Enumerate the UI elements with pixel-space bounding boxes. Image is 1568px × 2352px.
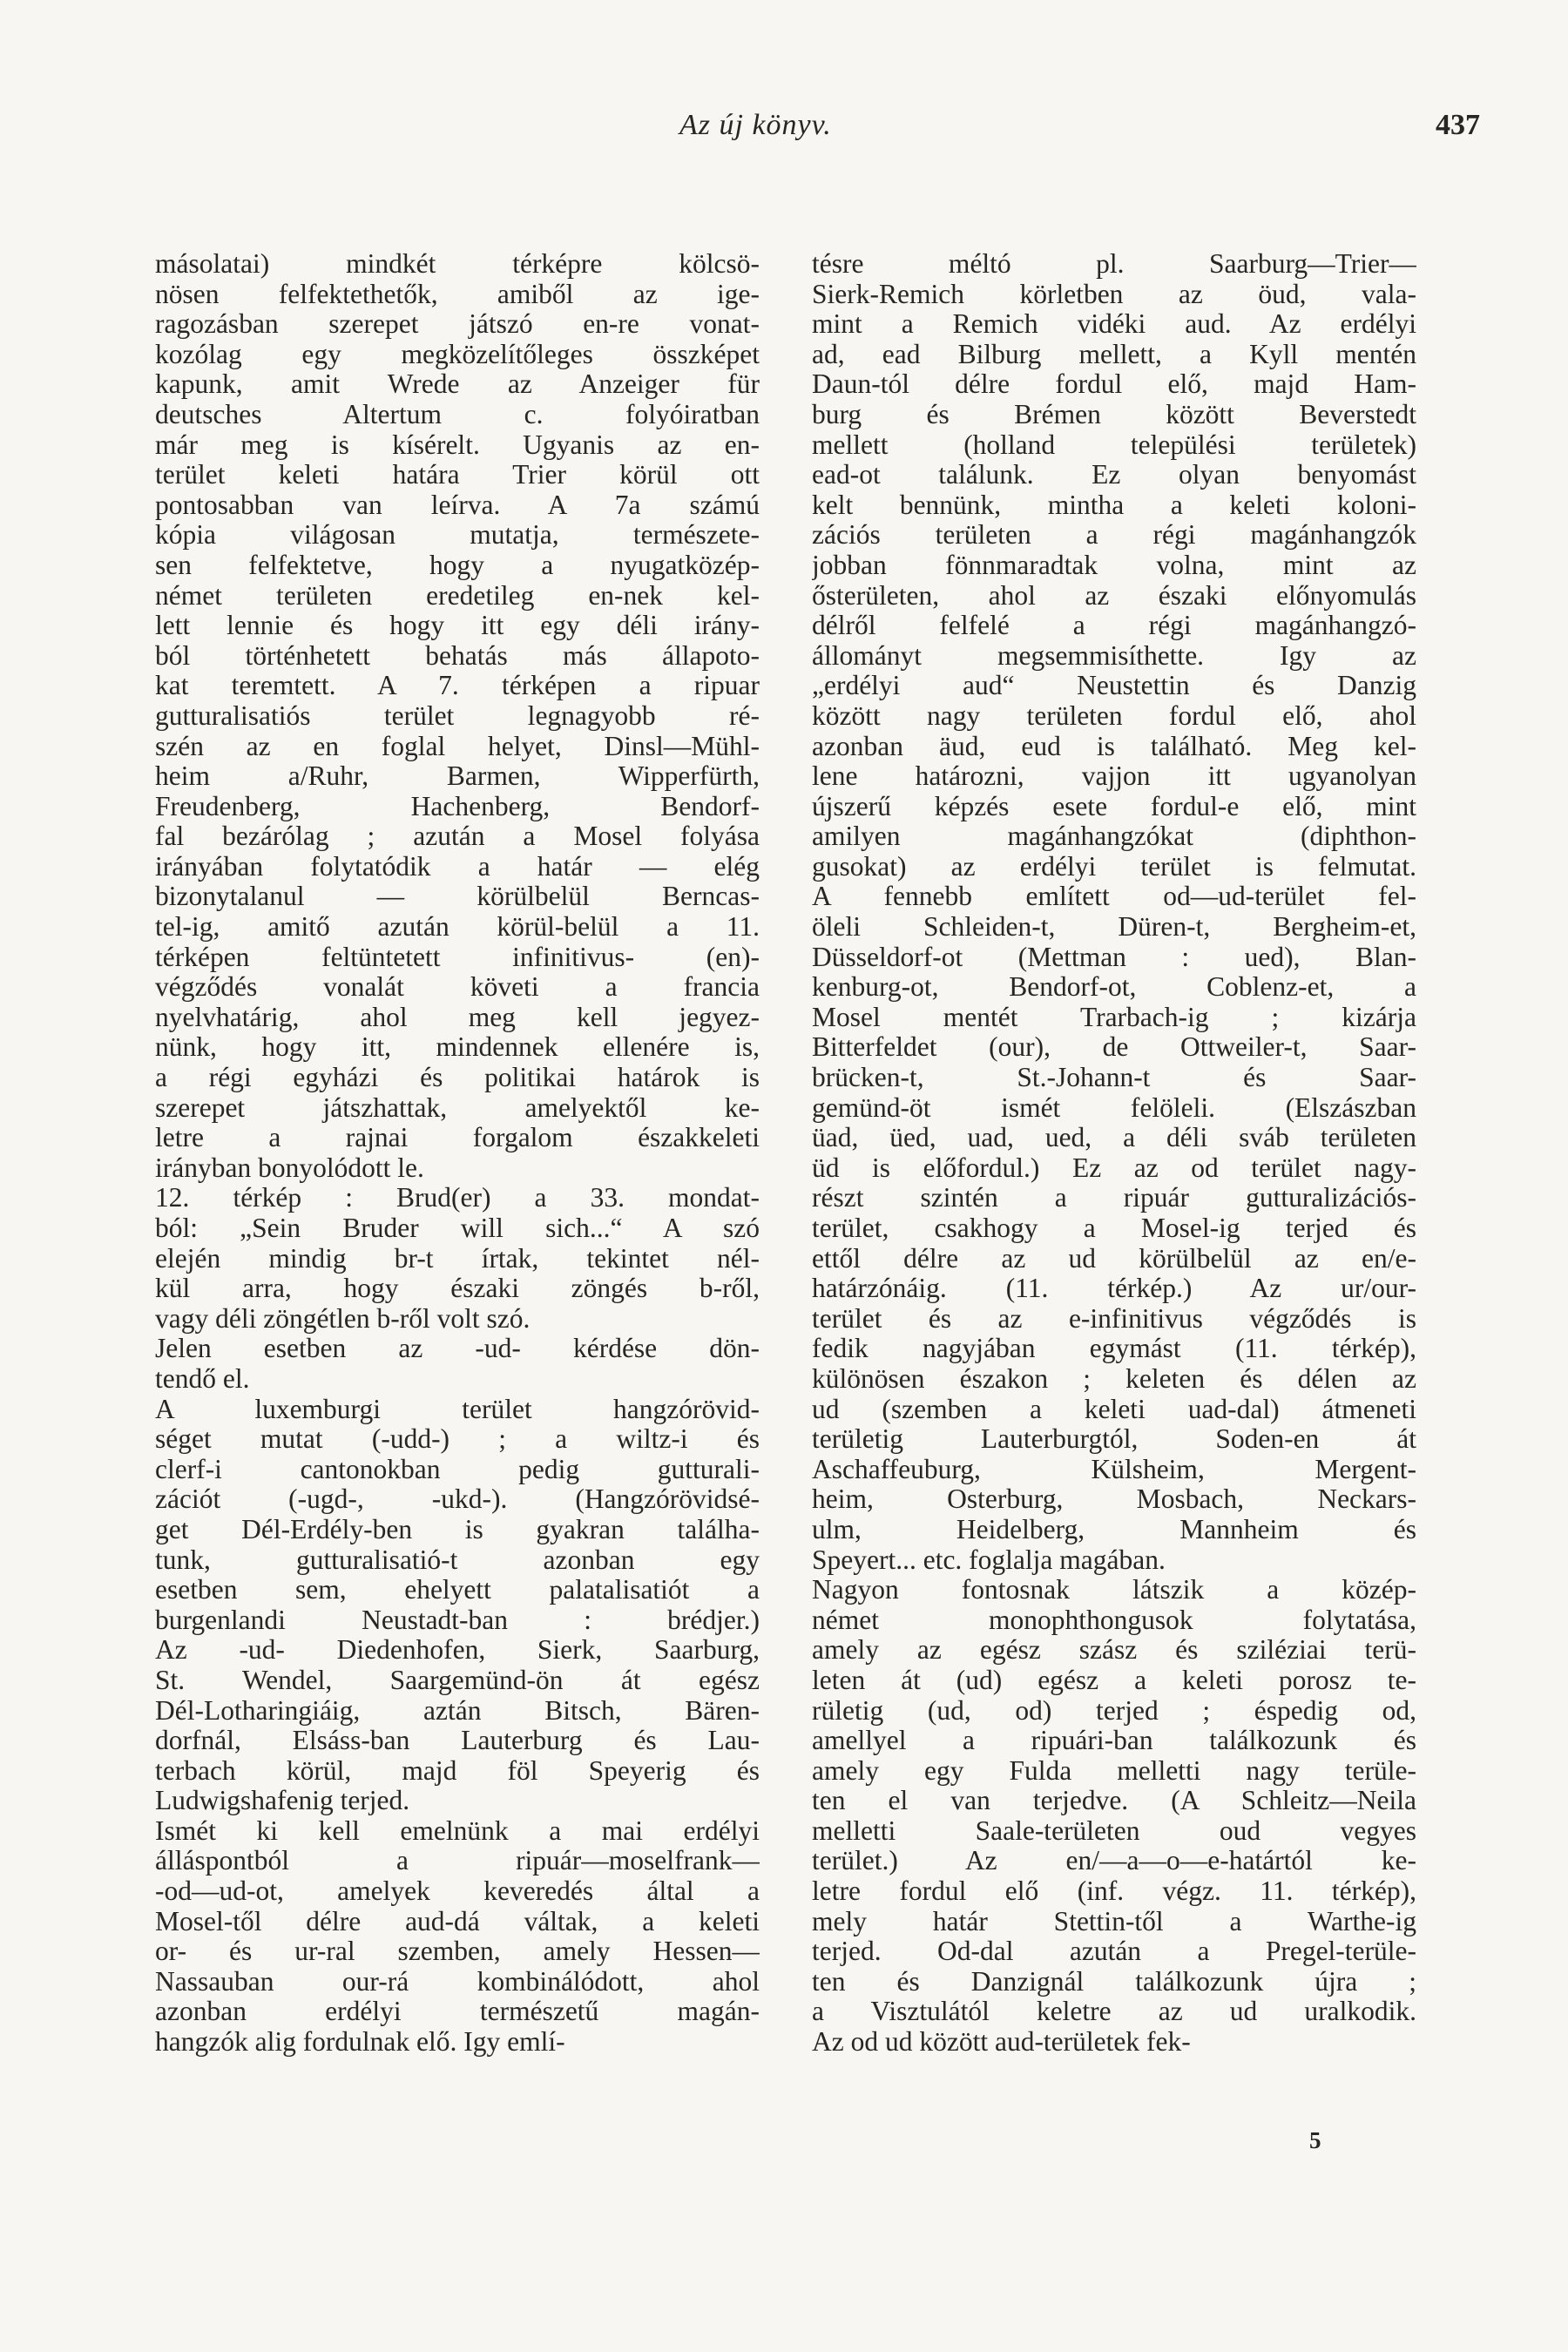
text-line: német területen eredetileg en-nek kel- bbox=[155, 580, 760, 611]
text-line: Bitterfeldet (our), de Ottweiler-t, Saar- bbox=[812, 1032, 1416, 1063]
text-line: mely határ Stettin-től a Warthe-ig bbox=[812, 1906, 1416, 1936]
text-line: leten át (ud) egész a keleti porosz te- bbox=[812, 1665, 1416, 1695]
text-line: már meg is kísérelt. Ugyanis az en- bbox=[155, 429, 760, 460]
text-line: tendő el. bbox=[155, 1362, 250, 1394]
text-line: azonban erdélyi természetű magán- bbox=[155, 1997, 760, 2027]
text-line: clerf-i cantonokban pedig gutturali- bbox=[155, 1454, 760, 1484]
text-line: tunk, gutturalisatió-t azonban egy bbox=[155, 1544, 760, 1575]
text-line: „erdélyi aud“ Neustettin és Danzig bbox=[812, 671, 1416, 701]
text-line: Nagyon fontosnak látszik a közép- bbox=[812, 1575, 1416, 1605]
text-line: zációt (-ugd-, -ukd-). (Hangzórövidsé- bbox=[155, 1484, 760, 1515]
text-line: burgenlandi Neustadt-ban : brédjer.) bbox=[155, 1605, 760, 1635]
text-line: között nagy területen fordul elő, ahol bbox=[812, 700, 1416, 731]
text-line: séget mutat (-udd-) ; a wiltz-i és bbox=[155, 1424, 760, 1455]
text-line: ból: „Sein Bruder will sich...“ A szó bbox=[155, 1213, 760, 1243]
text-line: öleli Schleiden-t, Düren-t, Bergheim-et, bbox=[812, 912, 1416, 943]
text-line: terület.) Az en/—a—o—e-határtól ke- bbox=[812, 1846, 1416, 1876]
text-line: nünk, hogy itt, mindennek ellenére is, bbox=[155, 1032, 760, 1063]
text-line: irányában folytatódik a határ — elég bbox=[155, 851, 760, 882]
running-title: Az új könyv. bbox=[679, 109, 832, 141]
text-line: irányban bonyolódott le. bbox=[155, 1152, 424, 1183]
text-line: Sierk-Remich körletben az öud, vala- bbox=[812, 279, 1416, 309]
signature-mark: 5 bbox=[1309, 2127, 1321, 2153]
text-line: gutturalisatiós terület legnagyobb ré- bbox=[155, 700, 760, 731]
text-line: Mosel mentét Trarbach-ig ; kizárja bbox=[812, 1002, 1416, 1032]
text-line: 12. térkép : Brud(er) a 33. mondat- bbox=[155, 1183, 760, 1213]
text-line: kenburg-ot, Bendorf-ot, Coblenz-et, a bbox=[812, 972, 1416, 1003]
text-line: állományt megsemmisíthette. Igy az bbox=[812, 640, 1416, 671]
text-line: letre fordul elő (inf. végz. 11. térkép), bbox=[812, 1876, 1416, 1907]
text-line: a régi egyházi és politikai határok is bbox=[155, 1063, 760, 1093]
text-line: a Visztulától keletre az ud uralkodik. bbox=[812, 1997, 1416, 2027]
text-line: lett lennie és hogy itt egy déli irány- bbox=[155, 611, 760, 641]
text-line: német monophthongusok folytatása, bbox=[812, 1605, 1416, 1635]
text-line: Ismét ki kell emelnünk a mai erdélyi bbox=[155, 1815, 760, 1846]
text-line: vagy déli zöngétlen b-ről volt szó. bbox=[155, 1302, 531, 1334]
text-line: A luxemburgi terület hangzórövid- bbox=[155, 1394, 760, 1424]
text-line: Mosel-től délre aud-dá váltak, a keleti bbox=[155, 1906, 760, 1936]
text-line: amely az egész szász és sziléziai terü- bbox=[812, 1635, 1416, 1666]
text-line: bizonytalanul — körülbelül Berncas- bbox=[155, 882, 760, 912]
text-line: ten és Danzignál találkozunk újra ; bbox=[812, 1966, 1416, 1997]
text-line: délről felfelé a régi magánhangzó- bbox=[812, 611, 1416, 641]
text-line: területig Lauterburgtól, Soden-en át bbox=[812, 1424, 1416, 1455]
text-line: szerepet játszhattak, amelyektől ke- bbox=[155, 1092, 760, 1123]
text-line: hangzók alig fordulnak elő. Igy emlí- bbox=[155, 2026, 565, 2058]
text-line: terület keleti határa Trier körül ott bbox=[155, 460, 760, 490]
text-line: heim a/Ruhr, Barmen, Wipperfürth, bbox=[155, 761, 760, 792]
text-line: nösen felfektethetők, amiből az ige- bbox=[155, 279, 760, 309]
text-line: szén az en foglal helyet, Dinsl—Mühl- bbox=[155, 731, 760, 761]
text-line: kat teremtett. A 7. térképen a ripuar bbox=[155, 671, 760, 701]
text-line: pontosabban van leírva. A 7a számú bbox=[155, 490, 760, 520]
text-line: kül arra, hogy északi zöngés b-ről, bbox=[155, 1274, 760, 1304]
text-line: sen felfektetve, hogy a nyugatközép- bbox=[155, 550, 760, 580]
text-line: másolatai) mindkét térképre kölcsö- bbox=[155, 249, 760, 279]
text-line: melletti Saale-területen oud vegyes bbox=[812, 1815, 1416, 1846]
text-line: jobban fönnmaradtak volna, mint az bbox=[812, 550, 1416, 580]
text-line: amilyen magánhangzókat (diphthon- bbox=[812, 821, 1416, 852]
text-line: St. Wendel, Saargemünd-ön át egész bbox=[155, 1665, 760, 1695]
text-line: or- és ur-ral szemben, amely Hessen— bbox=[155, 1936, 760, 1967]
right-column bbox=[812, 249, 1416, 2058]
text-line: rületig (ud, od) terjed ; éspedig od, bbox=[812, 1695, 1416, 1726]
text-line: ead-ot találunk. Ez olyan benyomást bbox=[812, 460, 1416, 490]
text-line: kópia világosan mutatja, természete- bbox=[155, 520, 760, 551]
text-line: üd is előfordul.) Ez az od terület nagy- bbox=[812, 1152, 1416, 1183]
text-line: fal bezárólag ; azután a Mosel folyása bbox=[155, 821, 760, 852]
text-line: fedik nagyjában egymást (11. térkép), bbox=[812, 1334, 1416, 1364]
text-line: Düsseldorf-ot (Mettman : ued), Blan- bbox=[812, 942, 1416, 972]
text-line: burg és Brémen között Beverstedt bbox=[812, 399, 1416, 429]
text-line: lene határozni, vajjon itt ugyanolyan bbox=[812, 761, 1416, 792]
text-line: gemünd-öt ismét felöleli. (Elszászban bbox=[812, 1092, 1416, 1123]
text-line: nyelvhatárig, ahol meg kell jegyez- bbox=[155, 1002, 760, 1032]
text-line: esetben sem, ehelyett palatalisatiót a bbox=[155, 1575, 760, 1605]
text-line: zációs területen a régi magánhangzók bbox=[812, 520, 1416, 551]
text-line: heim, Osterburg, Mosbach, Neckars- bbox=[812, 1484, 1416, 1515]
text-line: gusokat) az erdélyi terület is felmutat. bbox=[812, 851, 1416, 882]
left-column bbox=[155, 249, 760, 2058]
text-line: amely egy Fulda melletti nagy terüle- bbox=[812, 1755, 1416, 1786]
text-line: tésre méltó pl. Saarburg—Trier— bbox=[812, 249, 1416, 279]
text-line: A fennebb említett od—ud-terület fel- bbox=[812, 882, 1416, 912]
text-line: ud (szemben a keleti uad-dal) átmeneti bbox=[812, 1394, 1416, 1424]
text-line: tel-ig, amitő azután körül-belül a 11. bbox=[155, 912, 760, 943]
text-line: részt szintén a ripuár gutturalizációs- bbox=[812, 1183, 1416, 1213]
text-line: letre a rajnai forgalom északkeleti bbox=[155, 1123, 760, 1153]
text-line: dorfnál, Elsáss-ban Lauterburg és Lau- bbox=[155, 1726, 760, 1756]
text-line: terület, csakhogy a Mosel-ig terjed és bbox=[812, 1213, 1416, 1243]
text-line: ettől délre az ud körülbelül az en/e- bbox=[812, 1243, 1416, 1274]
text-line: amellyel a ripuári-ban találkozunk és bbox=[812, 1726, 1416, 1756]
text-line: üad, üed, uad, ued, a déli sváb területen bbox=[812, 1123, 1416, 1153]
text-line: Az -ud- Diedenhofen, Sierk, Saarburg, bbox=[155, 1635, 760, 1666]
text-line: különösen északon ; keleten és délen az bbox=[812, 1363, 1416, 1394]
text-line: terjed. Od-dal azután a Pregel-terüle- bbox=[812, 1936, 1416, 1967]
text-line: ten el van terjedve. (A Schleitz—Neila bbox=[812, 1786, 1416, 1816]
text-line: Jelen esetben az -ud- kérdése dön- bbox=[155, 1334, 760, 1364]
text-line: brücken-t, St.-Johann-t és Saar- bbox=[812, 1063, 1416, 1093]
text-line: végződés vonalát követi a francia bbox=[155, 972, 760, 1003]
text-line: kapunk, amit Wrede az Anzeiger für bbox=[155, 369, 760, 400]
text-line: terbach körül, majd föl Speyerig és bbox=[155, 1755, 760, 1786]
text-line: újszerű képzés esete fordul-e elő, mint bbox=[812, 791, 1416, 821]
text-line: Freudenberg, Hachenberg, Bendorf- bbox=[155, 791, 760, 821]
text-line: azonban äud, eud is található. Meg kel- bbox=[812, 731, 1416, 761]
text-line: ból történhetett behatás más állapoto- bbox=[155, 640, 760, 671]
text-line: Ludwigshafenig terjed. bbox=[155, 1785, 410, 1816]
text-line: Dél-Lotharingiáig, aztán Bitsch, Bären- bbox=[155, 1695, 760, 1726]
text-line: deutsches Altertum c. folyóiratban bbox=[155, 399, 760, 429]
text-line: ősterületen, ahol az északi előnyomulás bbox=[812, 580, 1416, 611]
text-line: határzónáig. (11. térkép.) Az ur/our- bbox=[812, 1274, 1416, 1304]
text-line: kozólag egy megközelítőleges összképet bbox=[155, 339, 760, 369]
text-line: Speyert... etc. foglalja magában. bbox=[812, 1544, 1166, 1575]
text-line: Nassauban our-rá kombinálódott, ahol bbox=[155, 1966, 760, 1997]
text-line: get Dél-Erdély-ben is gyakran találha- bbox=[155, 1514, 760, 1544]
text-line: álláspontból a ripuár—moselfrank— bbox=[155, 1846, 760, 1876]
text-line: elején mindig br-t írtak, tekintet nél- bbox=[155, 1243, 760, 1274]
text-line: mellett (holland települési területek) bbox=[812, 429, 1416, 460]
text-line: térképen feltüntetett infinitivus- (en)- bbox=[155, 942, 760, 972]
text-line: terület és az e-infinitivus végződés is bbox=[812, 1303, 1416, 1334]
text-line: kelt bennünk, mintha a keleti koloni- bbox=[812, 490, 1416, 520]
text-line: ad, ead Bilburg mellett, a Kyll mentén bbox=[812, 339, 1416, 369]
text-line: ulm, Heidelberg, Mannheim és bbox=[812, 1514, 1416, 1544]
text-line: Aschaffeuburg, Külsheim, Mergent- bbox=[812, 1454, 1416, 1484]
text-line: mint a Remich vidéki aud. Az erdélyi bbox=[812, 309, 1416, 340]
text-line: -od—ud-ot, amelyek keveredés által a bbox=[155, 1876, 760, 1907]
text-line: Daun-tól délre fordul elő, majd Ham- bbox=[812, 369, 1416, 400]
text-line: ragozásban szerepet játszó en-re vonat- bbox=[155, 309, 760, 340]
page-number: 437 bbox=[1436, 109, 1480, 141]
text-line: Az od ud között aud-területek fek- bbox=[812, 2026, 1191, 2058]
